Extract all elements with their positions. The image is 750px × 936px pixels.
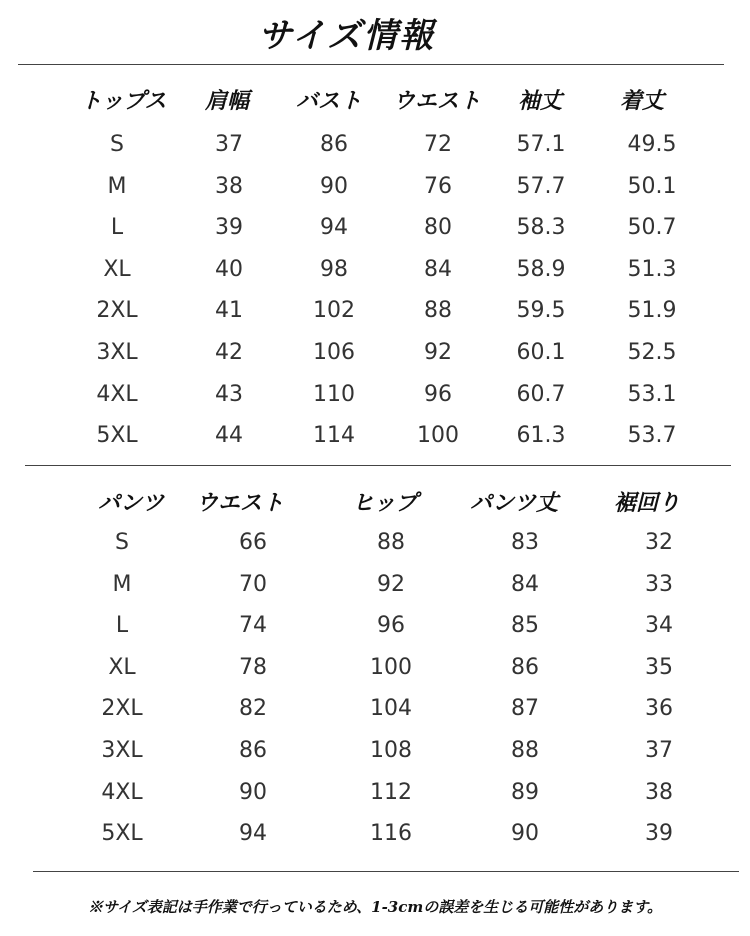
hip-cell: 92	[377, 571, 405, 597]
hem-cell: 34	[645, 613, 673, 639]
waist-cell: 80	[424, 215, 452, 241]
hip-cell: 100	[370, 654, 412, 680]
size-cell: XL	[103, 256, 131, 282]
table-row	[0, 730, 750, 772]
length-cell: 84	[511, 571, 539, 597]
shoulder-cell: 39	[215, 215, 243, 241]
section-divider	[25, 465, 731, 466]
size-cell: 2XL	[96, 298, 138, 324]
waist-cell: 86	[239, 737, 267, 763]
length-cell: 52.5	[627, 339, 677, 365]
table-row	[0, 813, 750, 855]
size-cell: 3XL	[96, 339, 138, 365]
shoulder-cell: 37	[215, 132, 243, 157]
tops-size-table	[0, 124, 750, 457]
length-cell: 87	[511, 696, 539, 722]
size-note: ※サイズ表記は手作業で行っているため、1-3cmの誤差を生じる可能性があります。	[87, 898, 663, 916]
table-row	[0, 564, 750, 606]
size-cell: 5XL	[101, 821, 143, 847]
bust-cell: 94	[320, 215, 348, 241]
tops-header-shoulder: 肩幅	[205, 88, 250, 114]
waist-cell: 74	[239, 613, 267, 639]
table-row	[0, 249, 750, 291]
table-row	[0, 605, 750, 647]
waist-cell: 66	[239, 530, 267, 555]
size-cell: S	[115, 530, 129, 555]
size-cell: 4XL	[96, 381, 138, 407]
sleeve-cell: 59.5	[516, 298, 566, 324]
length-cell: 51.3	[627, 256, 677, 282]
length-cell: 86	[511, 654, 539, 680]
tops-header-sleeve: 袖丈	[518, 88, 563, 114]
size-cell: M	[112, 571, 132, 597]
sleeve-cell: 57.7	[516, 173, 566, 199]
pants-header-hip: ヒップ	[352, 490, 418, 516]
pants-header-hem: 裾回り	[614, 490, 681, 516]
title-divider	[18, 64, 724, 65]
shoulder-cell: 38	[215, 173, 243, 199]
table-row	[0, 290, 750, 332]
table-row	[0, 374, 750, 416]
bust-cell: 114	[313, 423, 355, 449]
page-title: サイズ情報	[258, 16, 436, 56]
size-cell: 4XL	[101, 779, 143, 805]
length-cell: 90	[511, 821, 539, 847]
hem-cell: 36	[645, 696, 673, 722]
hem-cell: 33	[645, 571, 673, 597]
table-row	[0, 415, 750, 457]
sleeve-cell: 58.3	[516, 215, 566, 241]
waist-cell: 92	[424, 339, 452, 365]
pants-size-table	[0, 522, 750, 855]
shoulder-cell: 41	[215, 298, 243, 324]
size-cell: M	[107, 173, 127, 199]
hem-cell: 37	[645, 737, 673, 763]
waist-cell: 94	[239, 821, 267, 847]
shoulder-cell: 44	[215, 423, 243, 449]
size-cell: XL	[108, 654, 136, 680]
length-cell: 53.7	[627, 423, 677, 449]
size-cell: S	[110, 132, 124, 157]
waist-cell: 78	[239, 654, 267, 680]
pants-header-length: パンツ丈	[470, 490, 559, 516]
table-row	[0, 772, 750, 814]
hem-cell: 35	[645, 654, 673, 680]
tops-header-bust: バスト	[296, 88, 363, 114]
table-row	[0, 647, 750, 689]
length-cell: 53.1	[627, 381, 677, 407]
sleeve-cell: 61.3	[516, 423, 566, 449]
waist-cell: 96	[424, 381, 452, 407]
hip-cell: 88	[377, 530, 405, 555]
size-cell: 3XL	[101, 737, 143, 763]
size-cell: L	[115, 613, 129, 639]
bust-cell: 98	[320, 256, 348, 282]
size-cell: 2XL	[101, 696, 143, 722]
waist-cell: 76	[424, 173, 452, 199]
length-cell: 89	[511, 779, 539, 805]
tops-header-waist: ウエスト	[393, 88, 482, 114]
table-row	[0, 124, 750, 166]
length-cell: 50.1	[627, 173, 677, 199]
tops-header-category: トップス	[80, 88, 167, 114]
length-cell: 51.9	[627, 298, 677, 324]
waist-cell: 88	[424, 298, 452, 324]
sleeve-cell: 60.7	[516, 381, 566, 407]
table-row	[0, 688, 750, 730]
length-cell: 88	[511, 737, 539, 763]
waist-cell: 70	[239, 571, 267, 597]
bust-cell: 86	[320, 132, 348, 157]
pants-header-waist: ウエスト	[196, 490, 285, 516]
size-cell: L	[110, 215, 124, 241]
bust-cell: 90	[320, 173, 348, 199]
shoulder-cell: 43	[215, 381, 243, 407]
table-row	[0, 207, 750, 249]
waist-cell: 90	[239, 779, 267, 805]
hem-cell: 32	[645, 530, 673, 555]
hip-cell: 104	[370, 696, 412, 722]
waist-cell: 100	[417, 423, 459, 449]
hem-cell: 39	[645, 821, 673, 847]
hip-cell: 108	[370, 737, 412, 763]
waist-cell: 72	[424, 132, 452, 157]
sleeve-cell: 57.1	[516, 132, 566, 157]
length-cell: 50.7	[627, 215, 677, 241]
length-cell: 83	[511, 530, 539, 555]
hem-cell: 38	[645, 779, 673, 805]
table-row	[0, 522, 750, 564]
bust-cell: 102	[313, 298, 355, 324]
bust-cell: 106	[313, 339, 355, 365]
length-cell: 49.5	[627, 132, 677, 157]
shoulder-cell: 40	[215, 256, 243, 282]
sleeve-cell: 58.9	[516, 256, 566, 282]
footer-divider	[33, 871, 739, 872]
pants-header-category: パンツ	[98, 490, 165, 516]
sleeve-cell: 60.1	[516, 339, 566, 365]
tops-header-length: 着丈	[620, 88, 665, 114]
length-cell: 85	[511, 613, 539, 639]
size-cell: 5XL	[96, 423, 138, 449]
hip-cell: 116	[370, 821, 412, 847]
table-row	[0, 166, 750, 208]
hip-cell: 112	[370, 779, 412, 805]
shoulder-cell: 42	[215, 339, 243, 365]
bust-cell: 110	[313, 381, 355, 407]
table-row	[0, 332, 750, 374]
hip-cell: 96	[377, 613, 405, 639]
waist-cell: 84	[424, 256, 452, 282]
waist-cell: 82	[239, 696, 267, 722]
